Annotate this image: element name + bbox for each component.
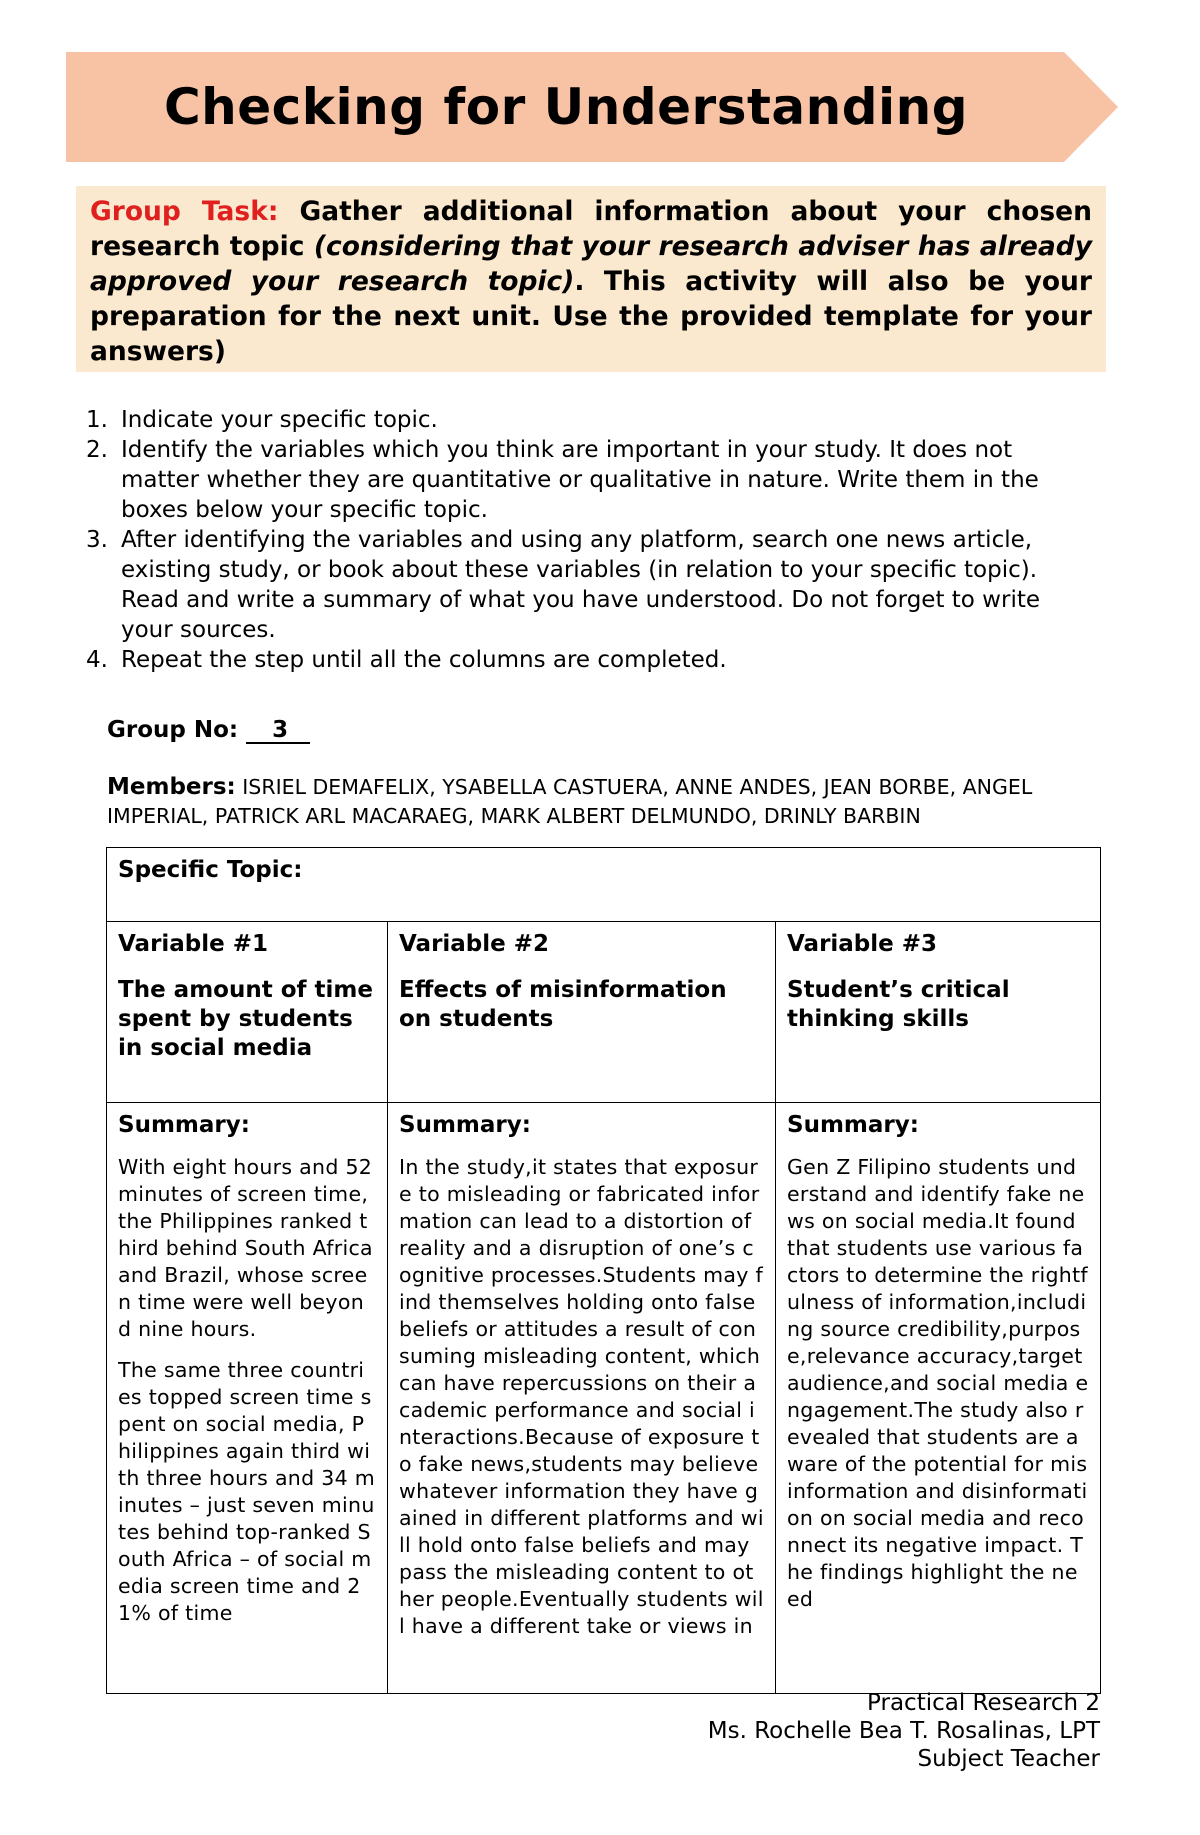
list-item: 2. Identify the variables which you think are important in your study. It does not matter whether they are quantitative or qualitative in nature. Write them in the boxes below your specific topic. [86,437,1039,523]
summary-cell: Summary: In the study,it states that exposure to misleading or fabricated information can lead to a distortion of reality and a disruption of one’s cognitive processes.Students may find themselves holding onto false beliefs or attitudes a result of consuming misleading content, which can have repercussions on their academic performance and social interactions.Because of exposure to fake news,students may believe whatever information they have gained in different platforms and will hold onto false beliefs and may pass the misleading content to other people.Eventually students will have a different take or views in [388,1103,776,1694]
group-task-text-end: . This activity will also be your preparation for the next unit. Use the provided template for your answers) [90,266,1092,367]
members-list [107,773,1097,831]
instructions-list [86,405,1086,675]
group-task-box [76,186,1106,372]
group-task-note: (considering that your research adviser has already approved your research topic) [90,231,1092,297]
research-template-table [106,847,1101,1694]
specific-topic-label: Specific Topic: [118,857,303,883]
members-label: Members: [107,774,236,800]
group-number-value: 3 [246,718,310,744]
group-number [107,717,310,744]
members-names: ISRIEL DEMAFELIX, YSABELLA CASTUERA, ANNE ANDES, JEAN BORBE, ANGEL IMPERIAL, PATRICK ARL MACARAEG, MARK ALBERT DELMUNDO, DRINLY BARBIN [107,775,1033,828]
summary-text: In the study,it states that exposure to misleading or fabricated information can lead to a distortion of reality and a disruption of one’s cognitive processes.Students may find themselves holding onto false beliefs or attitudes a result of consuming misleading content, which can have repercussions on their academic performance and social interactions.Because of exposure to fake news,students may believe whatever information they have gained in different platforms and will hold onto false beliefs and may pass the misleading content to other people.Eventually students will have a different take or views in [399,1155,764,1638]
footer-signature [708,1689,1100,1773]
group-number-label: Group No: [107,717,239,743]
variable-cell: Variable #2 Effects of misinformation on students [388,922,776,1103]
summary-text: With eight hours and 52 minutes of screen time,the Philippines ranked third behind South Africa and Brazil, whose screen time were well beyond nine hours. The same three countries topped screen time spent on social media, Philippines again third with three hours and 34 minutes – just seven minutes behind top-ranked South Africa – of social media screen time and 21% of time [118,1155,376,1625]
group-task-label: Group Task: [90,196,279,227]
title-banner [66,52,1118,162]
list-item: 1. Indicate your specific topic. [86,407,438,433]
table-row [107,848,1101,922]
page-title: Checking for Understanding [163,78,969,136]
summary-text: Gen Z Filipino students understand and identify fake news on social media.It found that students use various factors to determine the rightfulness of information,including source credibility,purpose,relevance accuracy,target audience,and social media engagement.The study also revealed that students are aware of the potential for misinformation and disinformation on social media and reconnect its negative impact. The findings highlight the need [787,1155,1089,1611]
footer-subject: Practical Research 2 [867,1690,1100,1716]
footer-teacher-name: Ms. Rochelle Bea T. Rosalinas, LPT [707,1718,1100,1744]
summary-cell: Summary: Gen Z Filipino students understand and identify fake news on social media.It found that students use various factors to determine the rightfulness of information,including source credibility,purpose,relevance accuracy,target audience,and social media engagement.The study also revealed that students are aware of the potential for misinformation and disinformation on social media and reconnect its negative impact. The findings highlight the need [776,1103,1101,1694]
table-row [107,1103,1101,1694]
list-item: 3. After identifying the variables and using any platform, search one news article, existing study, or book about these variables (in relation to your specific topic). Read and write a summary of what you have understood. Do not forget to write your sources. [86,527,1041,643]
list-item: 4. Repeat the step until all the columns are completed. [86,647,727,673]
variable-cell: Variable #1 The amount of time spent by students in social media [107,922,388,1103]
group-task-text: Gather additional information about your chosen research topic [90,196,1092,262]
table-row [107,922,1101,1103]
footer-role: Subject Teacher [917,1746,1100,1772]
variable-cell: Variable #3 Student’s critical thinking skills [776,922,1101,1103]
specific-topic-cell [107,848,1101,922]
summary-cell: Summary: With eight hours and 52 minutes of screen time,the Philippines ranked third behind South Africa and Brazil, whose screen time were well beyond nine hours. The same three countries topped screen time spent on social media, Philippines again third with three hours and 34 minutes – just seven minutes behind top-ranked South Africa – of social media screen time and 21% of time [107,1103,388,1694]
